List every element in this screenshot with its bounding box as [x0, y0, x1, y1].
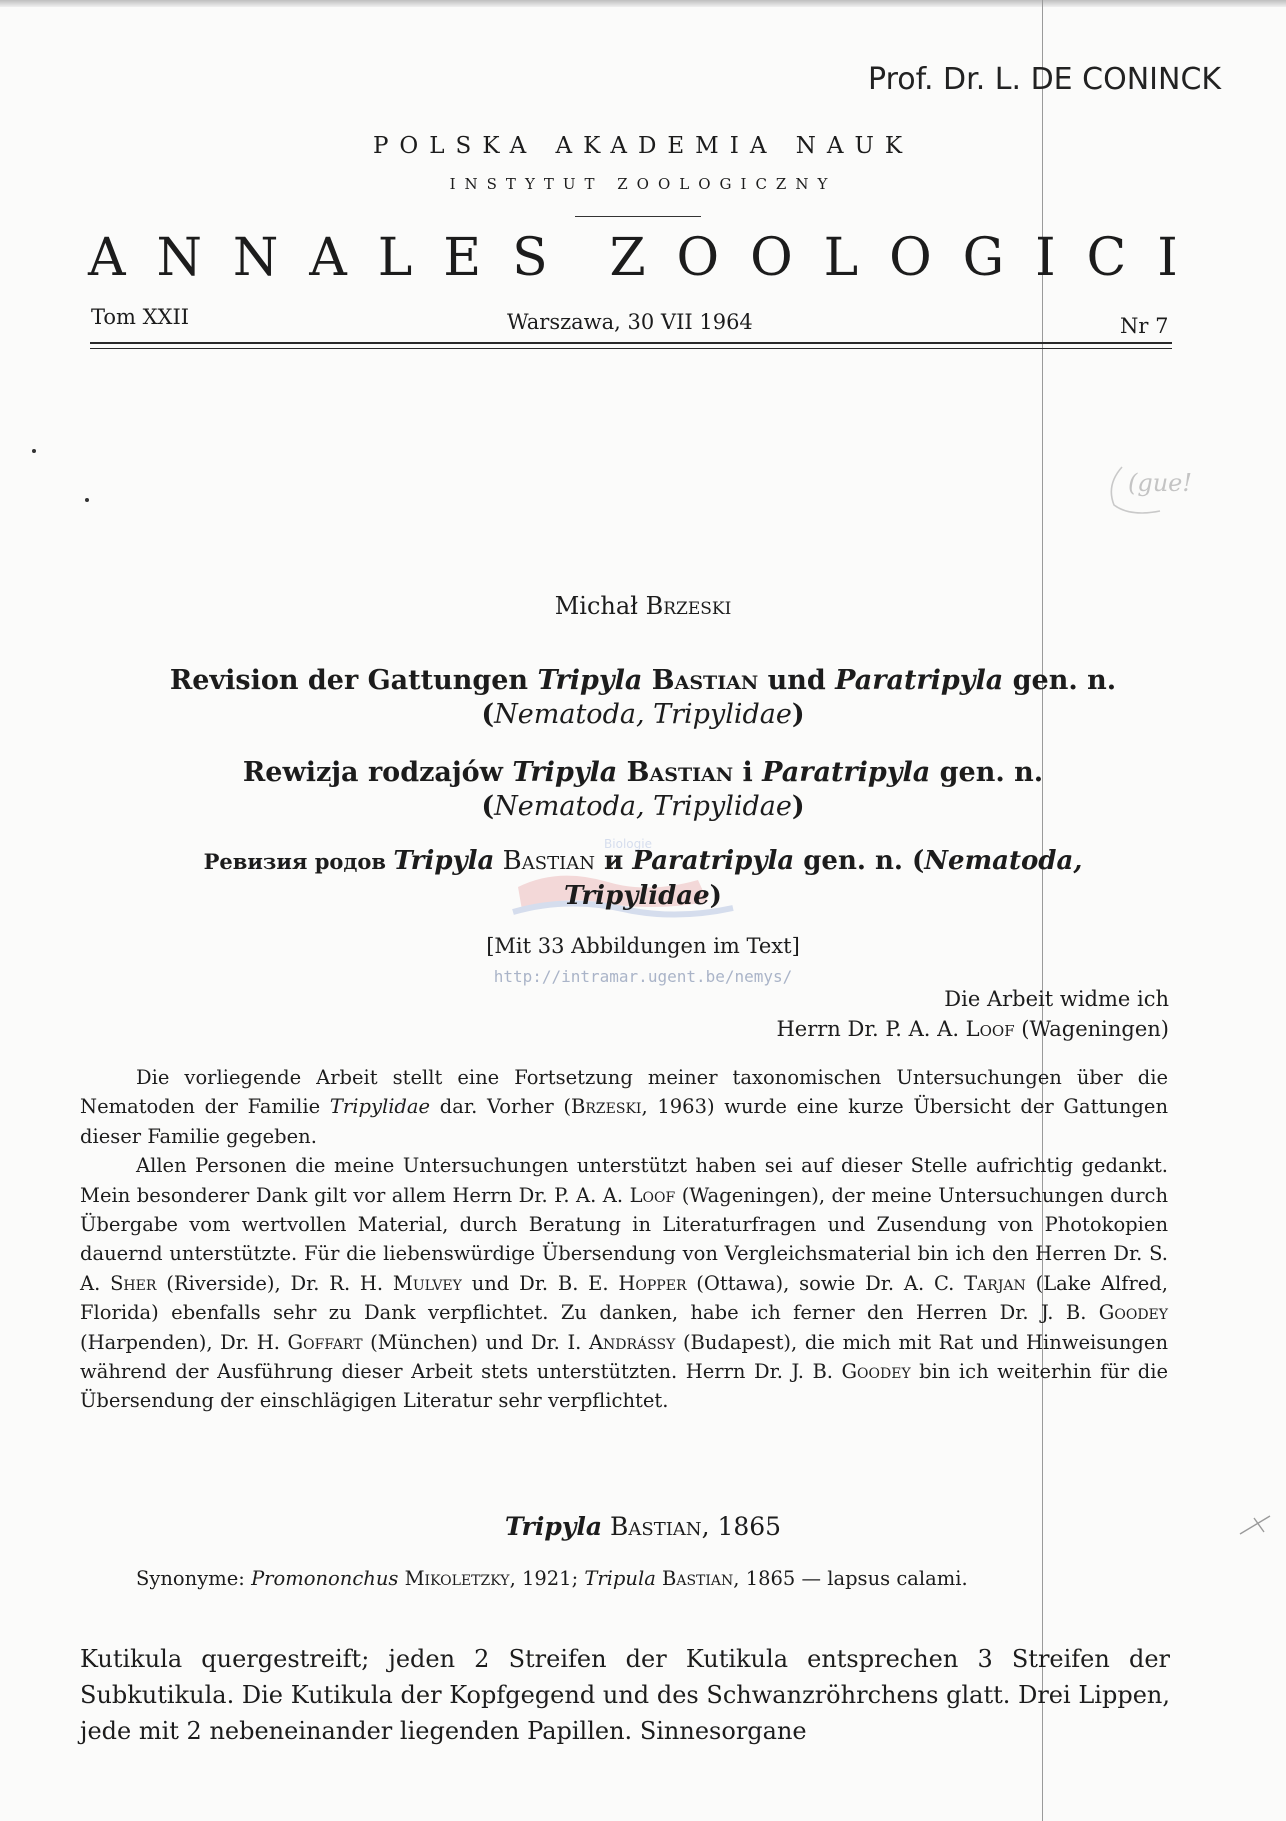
author-name: [0, 592, 1286, 620]
journal-letter: L: [823, 228, 859, 288]
journal-letter: I: [1157, 228, 1178, 288]
journal-letter: A: [88, 228, 126, 288]
text-author: Andrássy: [588, 1330, 676, 1354]
scan-speck: [85, 498, 89, 502]
pencil-mark: [1236, 1510, 1276, 1540]
text-author: Hopper: [618, 1271, 687, 1295]
text-taxon: Promononchus: [251, 1567, 399, 1590]
author-last-name: Brzeski: [645, 592, 732, 620]
journal-letter: N: [156, 228, 202, 288]
journal-letter: L: [377, 228, 413, 288]
title-text: und: [758, 665, 836, 696]
text-run: (Wageningen), der meine Untersuchungen durch Übergabe vom wertvollen Material, durch Beratung in Literaturfragen und Zusendung von Photokopien dauernd unterstützte. Für die liebenswürdige Übersendung von Vergleichsmaterial bin ich den Herren Dr. S. A.: [80, 1183, 1169, 1295]
text-run: (Ottawa), sowie Dr. A. C.: [686, 1271, 965, 1295]
figures-note: [Mit 33 Abbildungen im Text]: [486, 934, 800, 958]
journal-letter: E: [443, 228, 482, 288]
text-run: (Harpenden), Dr. H.: [80, 1330, 288, 1354]
title-text: ): [791, 791, 805, 822]
title-authority: Bastian: [642, 665, 759, 696]
title-text: Revision der Gattungen: [169, 665, 538, 696]
scan-speck: [32, 449, 36, 453]
dedication-name: Loof: [965, 1017, 1015, 1041]
text-run: (Budapest), die mich mit Rat und Hinweisungen während der Ausführung dieser Arbeit stets unterstützten. Herrn Dr. J. B.: [80, 1330, 1168, 1384]
watermark-logo-text: Biologie: [604, 837, 652, 851]
owner-stamp: Prof. Dr. L. DE CONINCK: [868, 62, 1222, 97]
journal-letter: O: [750, 228, 793, 288]
dedication-line: [776, 1017, 1169, 1041]
dedication-text: Herrn Dr. P. A. A.: [776, 1017, 966, 1041]
acknowledgement-paragraph: [80, 1151, 1168, 1416]
title-taxon: Nematoda, Tripylidae: [494, 699, 792, 730]
title-russian: [120, 844, 1166, 913]
title-text: и: [594, 846, 633, 876]
section-year: , 1865: [701, 1512, 782, 1541]
title-genus: Tripyla: [537, 665, 643, 696]
journal-letter: Z: [609, 228, 646, 288]
text-run: (Lake Alfred, Florida) ebenfalls sehr zu Dank verpflichtet. Zu danken, habe ich ferner den Herren Dr. J. B.: [80, 1271, 1168, 1325]
title-text: Rewizja rodzajów: [242, 757, 513, 788]
dedication-line: Die Arbeit widme ich: [944, 987, 1169, 1011]
title-genus: Paratripyla: [835, 665, 1004, 696]
title-polish: [120, 756, 1166, 824]
section-authority: Bastian: [602, 1512, 702, 1541]
title-genus: Paratripyla: [632, 846, 795, 876]
text-run: dar. Vorher (: [430, 1095, 572, 1119]
title-text: ): [791, 699, 805, 730]
section-genus: Tripyla: [504, 1512, 603, 1541]
pencil-annotation: [1100, 455, 1220, 525]
title-text: i: [733, 757, 763, 788]
title-text: gen. n.: [1003, 665, 1117, 696]
header-rule: [90, 342, 1172, 344]
header-rule-thin: [90, 348, 1172, 349]
text-author: Brzeski: [571, 1095, 642, 1119]
journal-letter: O: [889, 228, 932, 288]
title-text: Ревизия родов: [203, 849, 394, 874]
title-text: (: [481, 791, 495, 822]
synonyms: [80, 1565, 1168, 1592]
text-run: (Riverside), Dr. R. H.: [156, 1271, 393, 1295]
header-short-rule: [575, 216, 701, 217]
title-text: gen. n.: [930, 757, 1044, 788]
text-run: und Dr. B. E.: [461, 1271, 619, 1295]
title-authority: Bastian: [617, 757, 734, 788]
text-run: Synonyme:: [136, 1567, 252, 1590]
text-author: Goodey: [841, 1360, 911, 1384]
scan-edge: [0, 0, 1286, 7]
genus-description: Kutikula quergestreift; jeden 2 Streifen der Kutikula entsprechen 3 Streifen der Subkutikula. Die Kutikula der Kopfgegend und des Schwanzröhrchens glatt. Drei Lippen, jede mit 2 nebeneinander liegenden Papillen. Sinnesorgane: [80, 1645, 1170, 1745]
journal-letter: N: [232, 228, 279, 288]
journal-letter: G: [962, 228, 1005, 288]
title-text: ): [709, 881, 722, 911]
title-german: [120, 664, 1166, 732]
title-taxon: Nematoda,: [924, 846, 1083, 876]
volume-label: Tom XXII: [91, 305, 190, 329]
journal-letter: A: [309, 228, 347, 288]
text-run: , 1865 — lapsus calami.: [733, 1567, 968, 1590]
place-date: Warszawa, 30 VII 1964: [507, 310, 753, 334]
section-heading: [0, 1512, 1286, 1541]
pencil-annotation-text: (gue!: [1128, 469, 1193, 497]
text-run: (München) und Dr. I.: [362, 1330, 589, 1354]
journal-letter: O: [676, 228, 720, 288]
text-taxon: Tripula: [584, 1567, 656, 1590]
title-text: gen. n. (: [794, 846, 925, 876]
title-taxon: Tripylidae: [564, 881, 710, 911]
journal-letter: S: [512, 228, 548, 288]
journal-title: [88, 228, 1178, 288]
title-text: (: [481, 699, 495, 730]
text-author: Goodey: [1098, 1301, 1168, 1325]
text-run: , 1921;: [509, 1567, 585, 1590]
text-author: Loof: [629, 1183, 676, 1207]
title-genus: Tripyla: [393, 846, 495, 876]
text-author: Mikoletzky: [398, 1567, 510, 1590]
title-taxon: Nematoda, Tripylidae: [494, 791, 792, 822]
text-run: bin ich weiterhin für die Übersendung der einschlägigen Literatur sehr verpflichtet.: [80, 1360, 1168, 1413]
intro-text: [80, 1063, 1168, 1416]
text-run: Allen Personen die meine Untersuchungen unterstützt haben sei auf dieser Stelle aufrichtig gedankt. Mein besonderer Dank gilt vor allem Herrn Dr. P. A. A.: [80, 1154, 1168, 1207]
text-taxon: Tripylidae: [329, 1095, 431, 1119]
title-genus: Paratripyla: [762, 757, 931, 788]
text-run: , 1963) wurde eine kurze Übersicht der Gattungen dieser Familie gegeben.: [80, 1095, 1169, 1148]
title-genus: Tripyla: [512, 757, 618, 788]
journal-letter: I: [1035, 228, 1056, 288]
text-author: Tarjan: [964, 1271, 1026, 1295]
issue-number: Nr 7: [1120, 314, 1169, 338]
text-run: Die vorliegende Arbeit stellt eine Fortsetzung meiner taxonomischen Untersuchungen über die Nematoden der Familie: [80, 1066, 1168, 1119]
publisher-name: POLSKA AKADEMIA NAUK: [372, 133, 914, 159]
title-authority: Bastian: [494, 846, 595, 876]
journal-letter: C: [1086, 228, 1127, 288]
text-author: Goffart: [287, 1330, 363, 1354]
text-author: Bastian: [655, 1567, 734, 1590]
author-first-name: Michał: [554, 592, 638, 620]
institute-name: INSTYTUT ZOOLOGICZNY: [449, 175, 837, 193]
dedication-text: (Wageningen): [1014, 1017, 1169, 1041]
text-author: Mulvey: [392, 1271, 462, 1295]
text-author: Sher: [110, 1271, 157, 1295]
watermark-url: http://intramar.ugent.be/nemys/: [493, 967, 793, 986]
intro-paragraph: [80, 1063, 1168, 1151]
